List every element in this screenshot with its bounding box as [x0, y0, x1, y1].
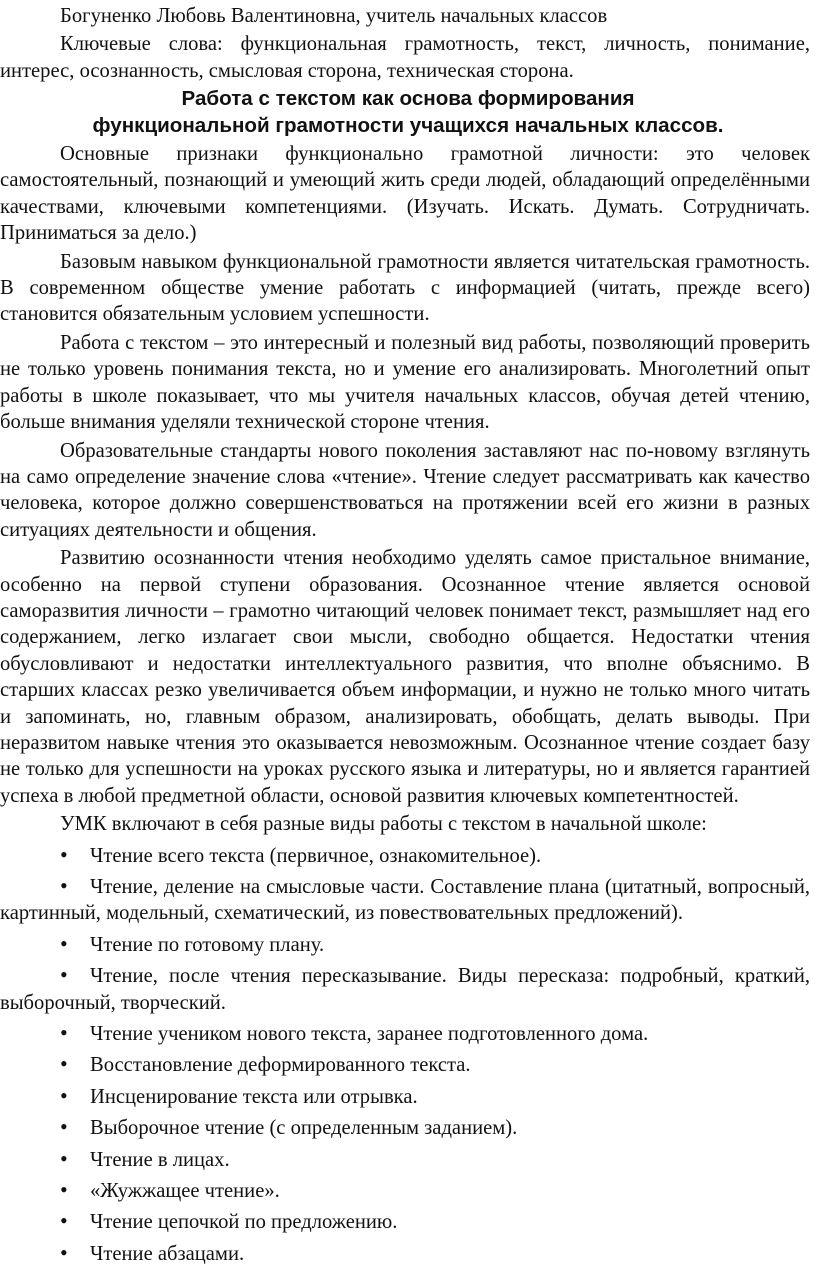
- list-item: •Чтение учеником нового текста, заранее подготовленного дома.: [0, 1020, 816, 1047]
- list-item: •Выборочное чтение (с определенным заданием).: [0, 1114, 816, 1141]
- bullet-icon: [60, 1114, 90, 1141]
- list-item: •Восстановление деформированного текста.: [0, 1051, 816, 1078]
- bullet-icon: [60, 842, 90, 869]
- bullet-icon: [60, 873, 90, 900]
- paragraph: Основные признаки функционально грамотной личности: это человек самостоятельный, познающий и умеющий жить среди людей, обладающий определёнными качествами, ключевыми компетенциями. (Изучать. Искать. Думать. Сотрудничать. Приниматься за дело.): [0, 143, 810, 245]
- bullet-icon: [60, 962, 90, 989]
- paragraph: Базовым навыком функциональной грамотности является читательская грамотность. В современном обществе умение работать с информацией (читать, прежде всего) становится обязательным условием успешности.: [0, 250, 810, 326]
- bullet-icon: [60, 931, 90, 958]
- paragraph: Развитию осознанности чтения необходимо уделять самое пристальное внимание, особенно на первой ступени образования. Осознанное чтение является основой саморазвития личности – грамотно читающий человек понимает текст, размышляет над его содержанием, легко излагает свои мысли, свободно общается. Недостатки чтения обусловливают и недостатки интеллектуального развития, что вполне объяснимо. В старших классах резко увеличивается объем информации, и нужно не только много читать и запоминать, но, главным образом, анализировать, обобщать, делать выводы. При неразвитом навыке чтения это оказывается невозможным. Осознанное чтение создает базу не только для успешности на уроках русского языка и литературы, но и является гарантией успеха в любой предметной области, основой развития ключевых компетентностей.: [0, 547, 810, 807]
- bullet-icon: [60, 1177, 90, 1204]
- bullet-icon: [60, 1083, 90, 1110]
- list-item: •Чтение абзацами.: [0, 1240, 816, 1267]
- list-item: •Чтение всего текста (первичное, ознакомительное).: [0, 842, 816, 869]
- bullet-icon: [60, 1051, 90, 1078]
- author-line: Богуненко Любовь Валентиновна, учитель начальных классов: [60, 5, 608, 27]
- bullet-icon: [60, 1146, 90, 1173]
- bullet-icon: [60, 1240, 90, 1267]
- document-title-line-2: функциональной грамотности учащихся начальных классов.: [92, 113, 724, 137]
- bullet-icon: [60, 1208, 90, 1235]
- list-item: •Чтение, после чтения пересказывание. Виды пересказа: подробный, краткий, выборочный, творческий.: [0, 962, 816, 1016]
- list-item: •Чтение цепочкой по предложению.: [0, 1208, 816, 1235]
- paragraph: Работа с текстом – это интересный и полезный вид работы, позволяющий проверить не только уровень понимания текста, но и умение его анализировать. Многолетний опыт работы в школе показывает, что мы учителя начальных классов, обучая детей чтению, больше внимания уделяли технической стороне чтения.: [0, 331, 810, 434]
- list-item: •«Жужжащее чтение».: [0, 1177, 816, 1204]
- list-item: •Инсценирование текста или отрывка.: [0, 1083, 816, 1110]
- paragraph: Образовательные стандарты нового поколения заставляют нас по-новому взглянуть на само определение значение слова «чтение». Чтение следует рассматривать как качество человека, которое должно совершенствоваться на протяжении всей его жизни в разных ситуациях деятельности и общения.: [0, 439, 810, 541]
- list-item: •Чтение, деление на смысловые части. Составление плана (цитатный, вопросный, картинный, модельный, схематический, из повествовательных предложений).: [0, 873, 816, 927]
- list-item: •Чтение в лицах.: [0, 1146, 816, 1173]
- document-title-line-1: Работа с текстом как основа формирования: [181, 87, 635, 111]
- bullet-icon: [60, 1020, 90, 1047]
- paragraph: УМК включают в себя разные виды работы с текстом в начальной школе:: [60, 813, 707, 836]
- keywords-line: Ключевые слова: функциональная грамотность, текст, личность, понимание, интерес, осознанность, смысловая сторона, техническая сторона.: [0, 33, 810, 82]
- list-item: •Чтение по готовому плану.: [0, 931, 816, 958]
